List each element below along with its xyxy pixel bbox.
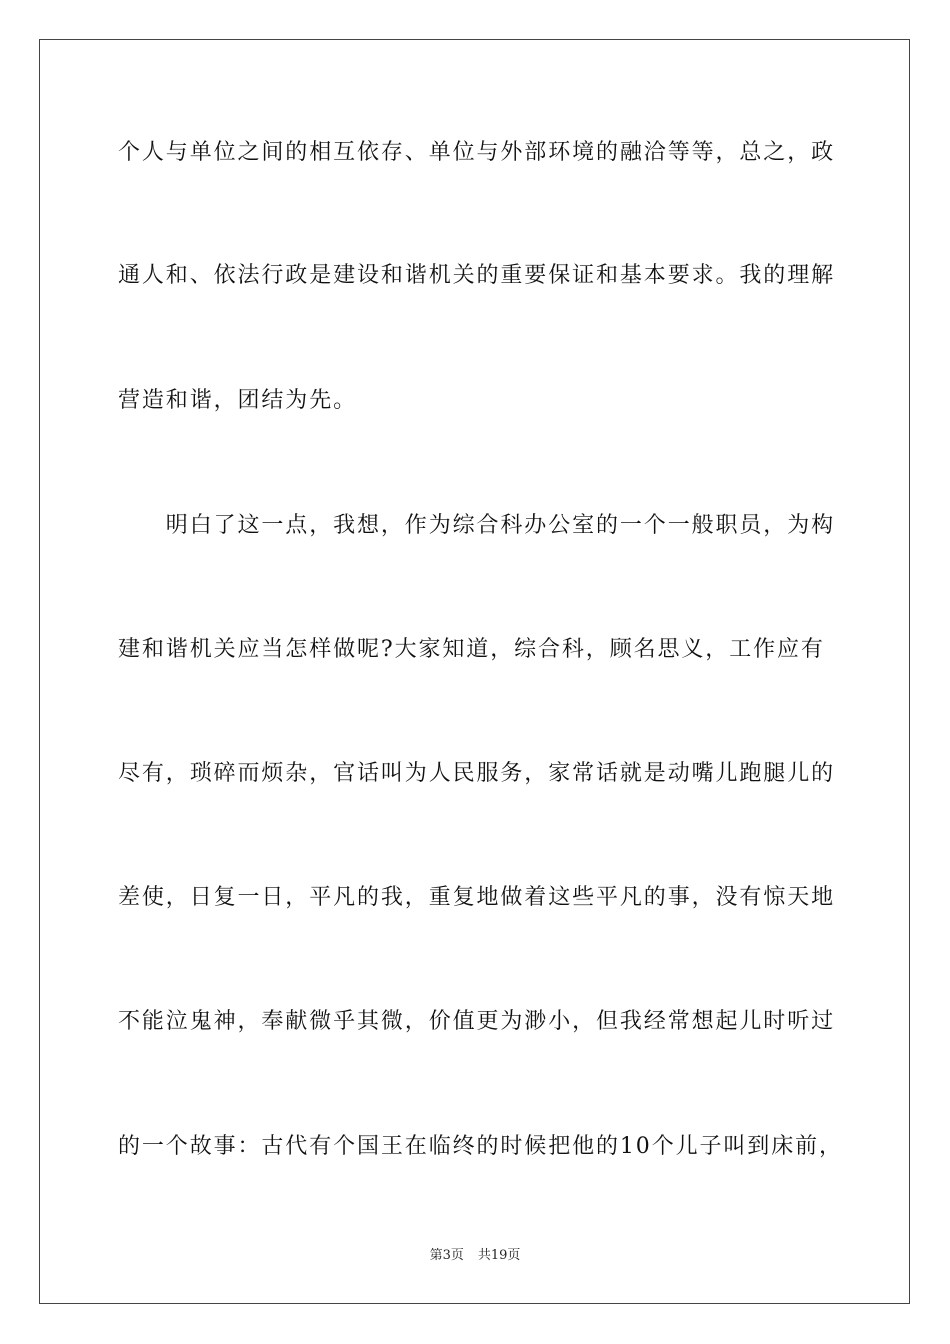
body-text-line-5: 建和谐机关应当怎样做呢?大家知道，综合科，顾名思义，工作应有	[118, 637, 825, 662]
body-text-line-6: 尽有，琐碎而烦杂，官话叫为人民服务，家常话就是动嘴儿跑腿儿的	[118, 761, 836, 786]
body-text-line-9: 的一个故事：古代有个国王在临终的时候把他的10个儿子叫到床前，	[118, 1134, 843, 1159]
page-footer	[0, 1248, 950, 1264]
page-number: 第3页	[429, 1248, 464, 1263]
total-pages: 共19页	[477, 1248, 521, 1263]
body-text-line-1: 个人与单位之间的相互依存、单位与外部环境的融洽等等，总之，政	[118, 140, 836, 165]
body-text-line-4: 明白了这一点，我想，作为综合科办公室的一个一般职员，为构	[118, 513, 836, 538]
page-border	[39, 39, 910, 1304]
body-text-line-3: 营造和谐，团结为先。	[118, 388, 358, 413]
body-text-line-2: 通人和、依法行政是建设和谐机关的重要保证和基本要求。我的理解	[118, 263, 836, 288]
body-text-line-8: 不能泣鬼神，奉献微乎其微，价值更为渺小，但我经常想起儿时听过	[118, 1009, 836, 1034]
body-text-line-7: 差使，日复一日，平凡的我，重复地做着这些平凡的事，没有惊天地	[118, 885, 836, 910]
